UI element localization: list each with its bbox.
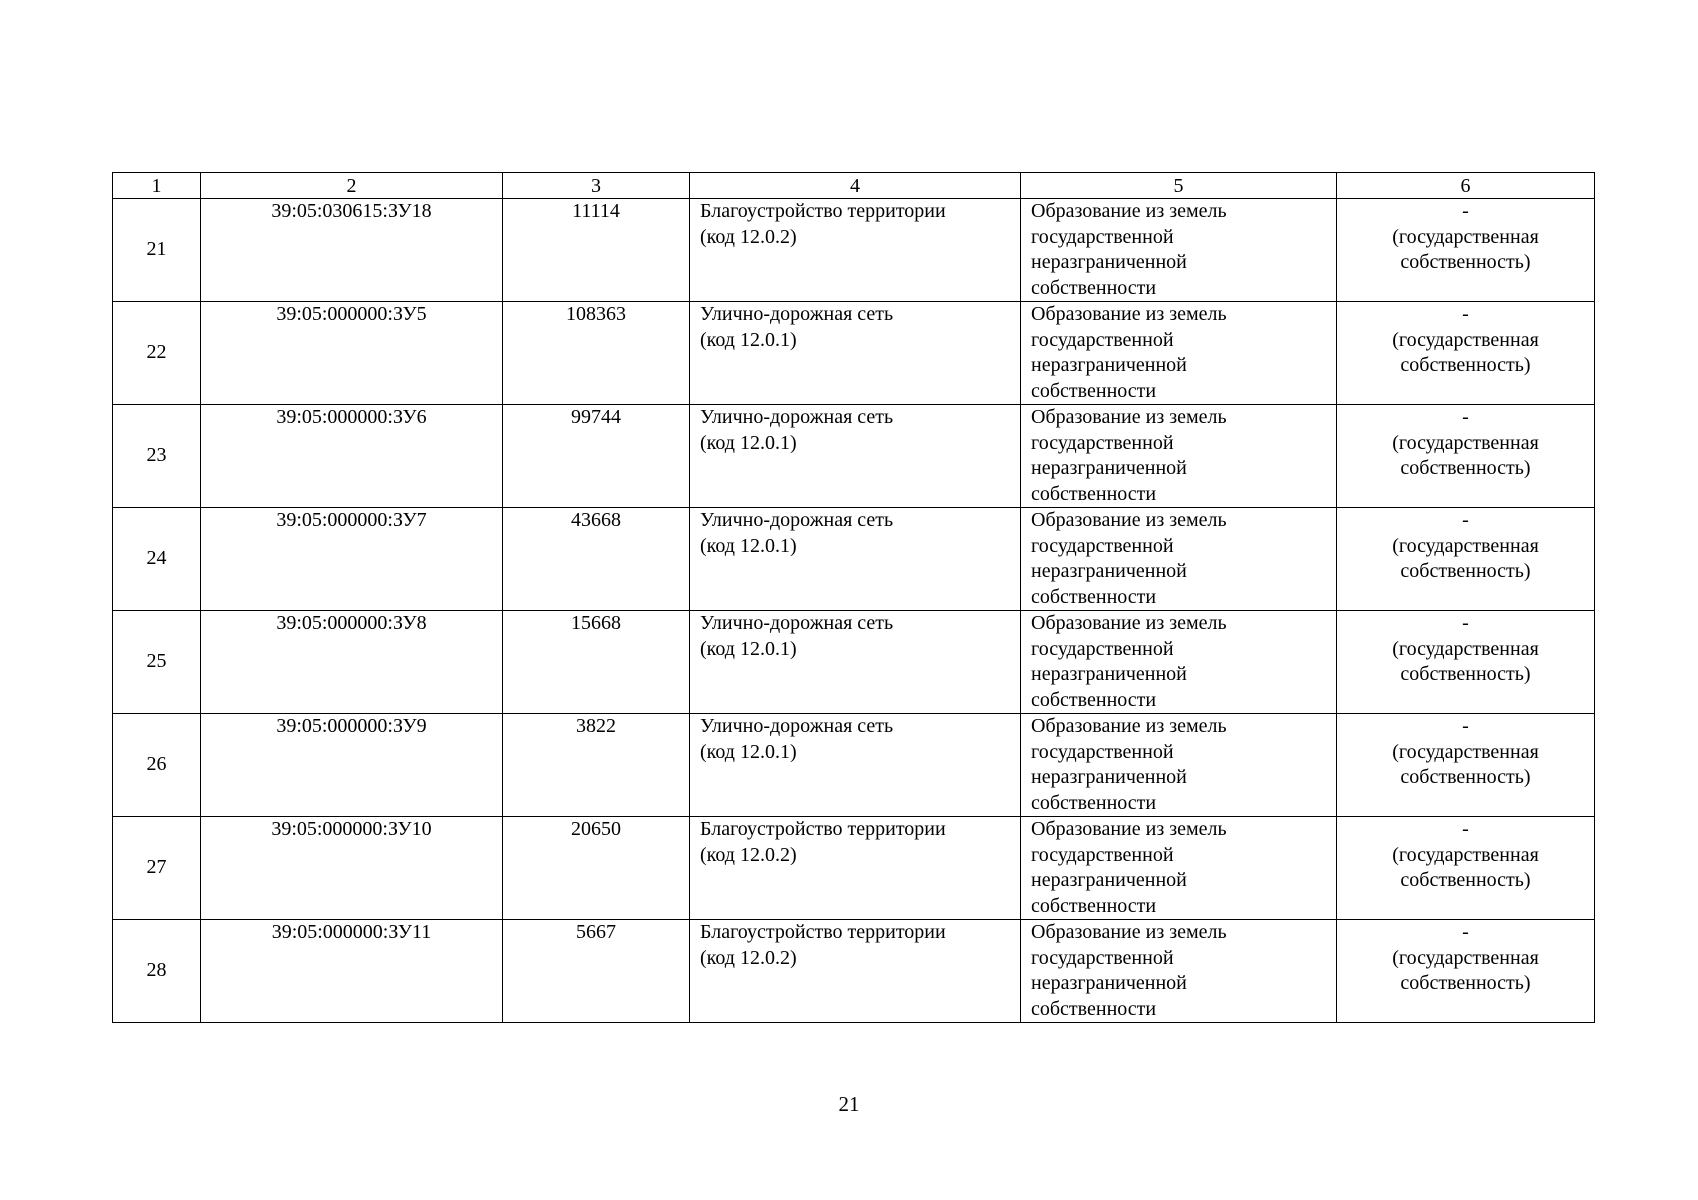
table-body bbox=[113, 199, 1595, 1023]
formation-method-cell bbox=[1021, 302, 1337, 405]
row-number: 26 bbox=[146, 753, 167, 776]
table-row bbox=[113, 199, 1595, 302]
area-cell bbox=[503, 920, 690, 1023]
formation-method-line: Образование из земель bbox=[1031, 303, 1227, 325]
permitted-use-cell bbox=[690, 508, 1021, 611]
ownership-cell bbox=[1337, 714, 1595, 817]
column-header-6: 6 bbox=[1337, 173, 1595, 199]
row-number: 21 bbox=[146, 238, 167, 261]
row-number-cell bbox=[113, 405, 201, 508]
permitted-use-line: Улично-дорожная сеть bbox=[700, 509, 894, 531]
row-number-cell bbox=[113, 714, 201, 817]
permitted-use-cell bbox=[690, 817, 1021, 920]
ownership-line: - bbox=[1462, 715, 1469, 737]
ownership-line: (государственная bbox=[1392, 534, 1539, 557]
permitted-use-line: (код 12.0.1) bbox=[700, 637, 797, 660]
permitted-use-line: Улично-дорожная сеть bbox=[700, 406, 894, 428]
cadastral-number-cell bbox=[201, 611, 503, 714]
row-number-cell bbox=[113, 611, 201, 714]
row-number: 27 bbox=[146, 856, 167, 879]
cadastral-number-cell bbox=[201, 508, 503, 611]
ownership-line: собственность) bbox=[1400, 560, 1531, 582]
permitted-use-cell bbox=[690, 405, 1021, 508]
permitted-use-line: Улично-дорожная сеть bbox=[700, 715, 894, 737]
formation-method-line: государственной bbox=[1031, 946, 1174, 969]
area-value: 5667 bbox=[576, 921, 616, 943]
ownership-line: собственность) bbox=[1400, 251, 1531, 273]
formation-method-line: неразграниченной bbox=[1031, 354, 1187, 376]
cadastral-number: 39:05:000000:ЗУ7 bbox=[276, 509, 427, 531]
cadastral-number: 39:05:000000:ЗУ6 bbox=[276, 406, 427, 428]
cadastral-number: 39:05:000000:ЗУ8 bbox=[276, 612, 427, 634]
ownership-cell bbox=[1337, 920, 1595, 1023]
area-cell bbox=[503, 611, 690, 714]
formation-method-line: собственности bbox=[1031, 997, 1157, 1020]
cadastral-number-cell bbox=[201, 817, 503, 920]
ownership-line: - bbox=[1462, 818, 1469, 840]
formation-method-line: собственности bbox=[1031, 894, 1157, 917]
table-row bbox=[113, 714, 1595, 817]
permitted-use-line: (код 12.0.2) bbox=[700, 843, 797, 866]
formation-method-line: государственной bbox=[1031, 431, 1174, 454]
area-cell bbox=[503, 199, 690, 302]
ownership-cell bbox=[1337, 199, 1595, 302]
cadastral-number: 39:05:000000:ЗУ9 bbox=[276, 715, 427, 737]
row-number-cell bbox=[113, 920, 201, 1023]
area-value: 108363 bbox=[566, 303, 626, 325]
formation-method-line: неразграниченной bbox=[1031, 869, 1187, 891]
formation-method-line: Образование из земель bbox=[1031, 612, 1227, 634]
formation-method-line: собственности bbox=[1031, 482, 1157, 505]
cadastral-number: 39:05:030615:ЗУ18 bbox=[271, 200, 432, 222]
permitted-use-line: (код 12.0.1) bbox=[700, 328, 797, 351]
ownership-line: (государственная bbox=[1392, 637, 1539, 660]
formation-method-line: Образование из земель bbox=[1031, 406, 1227, 428]
column-header-4: 4 bbox=[690, 173, 1021, 199]
formation-method-line: государственной bbox=[1031, 534, 1174, 557]
ownership-line: - bbox=[1462, 200, 1469, 222]
row-number-cell bbox=[113, 508, 201, 611]
formation-method-cell bbox=[1021, 508, 1337, 611]
ownership-line: собственность) bbox=[1400, 663, 1531, 685]
table-row bbox=[113, 302, 1595, 405]
area-value: 11114 bbox=[572, 200, 620, 222]
area-cell bbox=[503, 508, 690, 611]
formation-method-line: собственности bbox=[1031, 688, 1157, 711]
ownership-line: - bbox=[1462, 921, 1469, 943]
permitted-use-line: (код 12.0.1) bbox=[700, 534, 797, 557]
ownership-line: - bbox=[1462, 406, 1469, 428]
table-row bbox=[113, 508, 1595, 611]
formation-method-line: неразграниченной bbox=[1031, 457, 1187, 479]
formation-method-line: собственности bbox=[1031, 585, 1157, 608]
permitted-use-line: Благоустройство территории bbox=[700, 818, 946, 840]
table-row bbox=[113, 405, 1595, 508]
area-cell bbox=[503, 405, 690, 508]
permitted-use-line: (код 12.0.2) bbox=[700, 225, 797, 248]
cadastral-number-cell bbox=[201, 920, 503, 1023]
cadastral-number-cell bbox=[201, 714, 503, 817]
column-header-2: 2 bbox=[201, 173, 503, 199]
table-row bbox=[113, 611, 1595, 714]
formation-method-line: неразграниченной bbox=[1031, 766, 1187, 788]
formation-method-line: неразграниченной bbox=[1031, 251, 1187, 273]
formation-method-line: Образование из земель bbox=[1031, 715, 1227, 737]
formation-method-line: Образование из земель bbox=[1031, 921, 1227, 943]
formation-method-cell bbox=[1021, 199, 1337, 302]
table-row bbox=[113, 920, 1595, 1023]
ownership-cell bbox=[1337, 302, 1595, 405]
formation-method-line: государственной bbox=[1031, 843, 1174, 866]
cadastral-number-cell bbox=[201, 405, 503, 508]
ownership-line: собственность) bbox=[1400, 972, 1531, 994]
row-number: 25 bbox=[146, 650, 167, 673]
area-value: 15668 bbox=[571, 612, 621, 634]
formation-method-line: государственной bbox=[1031, 328, 1174, 351]
ownership-line: - bbox=[1462, 303, 1469, 325]
ownership-line: собственность) bbox=[1400, 354, 1531, 376]
area-value: 3822 bbox=[576, 715, 616, 737]
permitted-use-cell bbox=[690, 302, 1021, 405]
permitted-use-line: Благоустройство территории bbox=[700, 921, 946, 943]
area-cell bbox=[503, 714, 690, 817]
permitted-use-line: (код 12.0.1) bbox=[700, 431, 797, 454]
formation-method-line: Образование из земель bbox=[1031, 509, 1227, 531]
permitted-use-line: Улично-дорожная сеть bbox=[700, 612, 894, 634]
formation-method-line: государственной bbox=[1031, 740, 1174, 763]
ownership-line: (государственная bbox=[1392, 431, 1539, 454]
row-number-cell bbox=[113, 302, 201, 405]
row-number: 28 bbox=[146, 959, 167, 982]
ownership-cell bbox=[1337, 611, 1595, 714]
ownership-line: (государственная bbox=[1392, 328, 1539, 351]
table-row bbox=[113, 817, 1595, 920]
formation-method-cell bbox=[1021, 817, 1337, 920]
ownership-cell bbox=[1337, 508, 1595, 611]
ownership-cell bbox=[1337, 405, 1595, 508]
row-number-cell bbox=[113, 199, 201, 302]
cadastral-number: 39:05:000000:ЗУ5 bbox=[276, 303, 427, 325]
formation-method-cell bbox=[1021, 714, 1337, 817]
column-header-5: 5 bbox=[1021, 173, 1337, 199]
formation-method-line: Образование из земель bbox=[1031, 818, 1227, 840]
ownership-line: (государственная bbox=[1392, 843, 1539, 866]
area-value: 20650 bbox=[571, 818, 621, 840]
formation-method-line: государственной bbox=[1031, 225, 1174, 248]
permitted-use-line: Улично-дорожная сеть bbox=[700, 303, 894, 325]
area-value: 99744 bbox=[571, 406, 621, 428]
formation-method-cell bbox=[1021, 920, 1337, 1023]
permitted-use-cell bbox=[690, 920, 1021, 1023]
ownership-line: - bbox=[1462, 612, 1469, 634]
formation-method-line: государственной bbox=[1031, 637, 1174, 660]
page-number: 21 bbox=[838, 1092, 860, 1116]
area-cell bbox=[503, 817, 690, 920]
permitted-use-cell bbox=[690, 199, 1021, 302]
permitted-use-line: (код 12.0.1) bbox=[700, 740, 797, 763]
formation-method-line: собственности bbox=[1031, 791, 1157, 814]
permitted-use-cell bbox=[690, 714, 1021, 817]
formation-method-cell bbox=[1021, 611, 1337, 714]
formation-method-line: неразграниченной bbox=[1031, 663, 1187, 685]
permitted-use-line: (код 12.0.2) bbox=[700, 946, 797, 969]
permitted-use-line: Благоустройство территории bbox=[700, 200, 946, 222]
row-number: 24 bbox=[146, 547, 167, 570]
permitted-use-cell bbox=[690, 611, 1021, 714]
formation-method-cell bbox=[1021, 405, 1337, 508]
ownership-line: (государственная bbox=[1392, 946, 1539, 969]
column-header-1: 1 bbox=[113, 173, 201, 199]
ownership-cell bbox=[1337, 817, 1595, 920]
formation-method-line: собственности bbox=[1031, 379, 1157, 402]
area-cell bbox=[503, 302, 690, 405]
formation-method-line: неразграниченной bbox=[1031, 560, 1187, 582]
row-number: 23 bbox=[146, 444, 167, 467]
table-header-row bbox=[113, 173, 1595, 199]
ownership-line: (государственная bbox=[1392, 225, 1539, 248]
row-number: 22 bbox=[146, 341, 167, 364]
formation-method-line: Образование из земель bbox=[1031, 200, 1227, 222]
formation-method-line: собственности bbox=[1031, 276, 1157, 299]
ownership-line: собственность) bbox=[1400, 457, 1531, 479]
formation-method-line: неразграниченной bbox=[1031, 972, 1187, 994]
ownership-line: (государственная bbox=[1392, 740, 1539, 763]
land-plots-table bbox=[112, 172, 1595, 1023]
ownership-line: собственность) bbox=[1400, 766, 1531, 788]
area-value: 43668 bbox=[571, 509, 621, 531]
column-header-3: 3 bbox=[503, 173, 690, 199]
cadastral-number-cell bbox=[201, 199, 503, 302]
ownership-line: - bbox=[1462, 509, 1469, 531]
row-number-cell bbox=[113, 817, 201, 920]
cadastral-number-cell bbox=[201, 302, 503, 405]
cadastral-number: 39:05:000000:ЗУ11 bbox=[271, 921, 432, 943]
ownership-line: собственность) bbox=[1400, 869, 1531, 891]
cadastral-number: 39:05:000000:ЗУ10 bbox=[271, 818, 432, 840]
